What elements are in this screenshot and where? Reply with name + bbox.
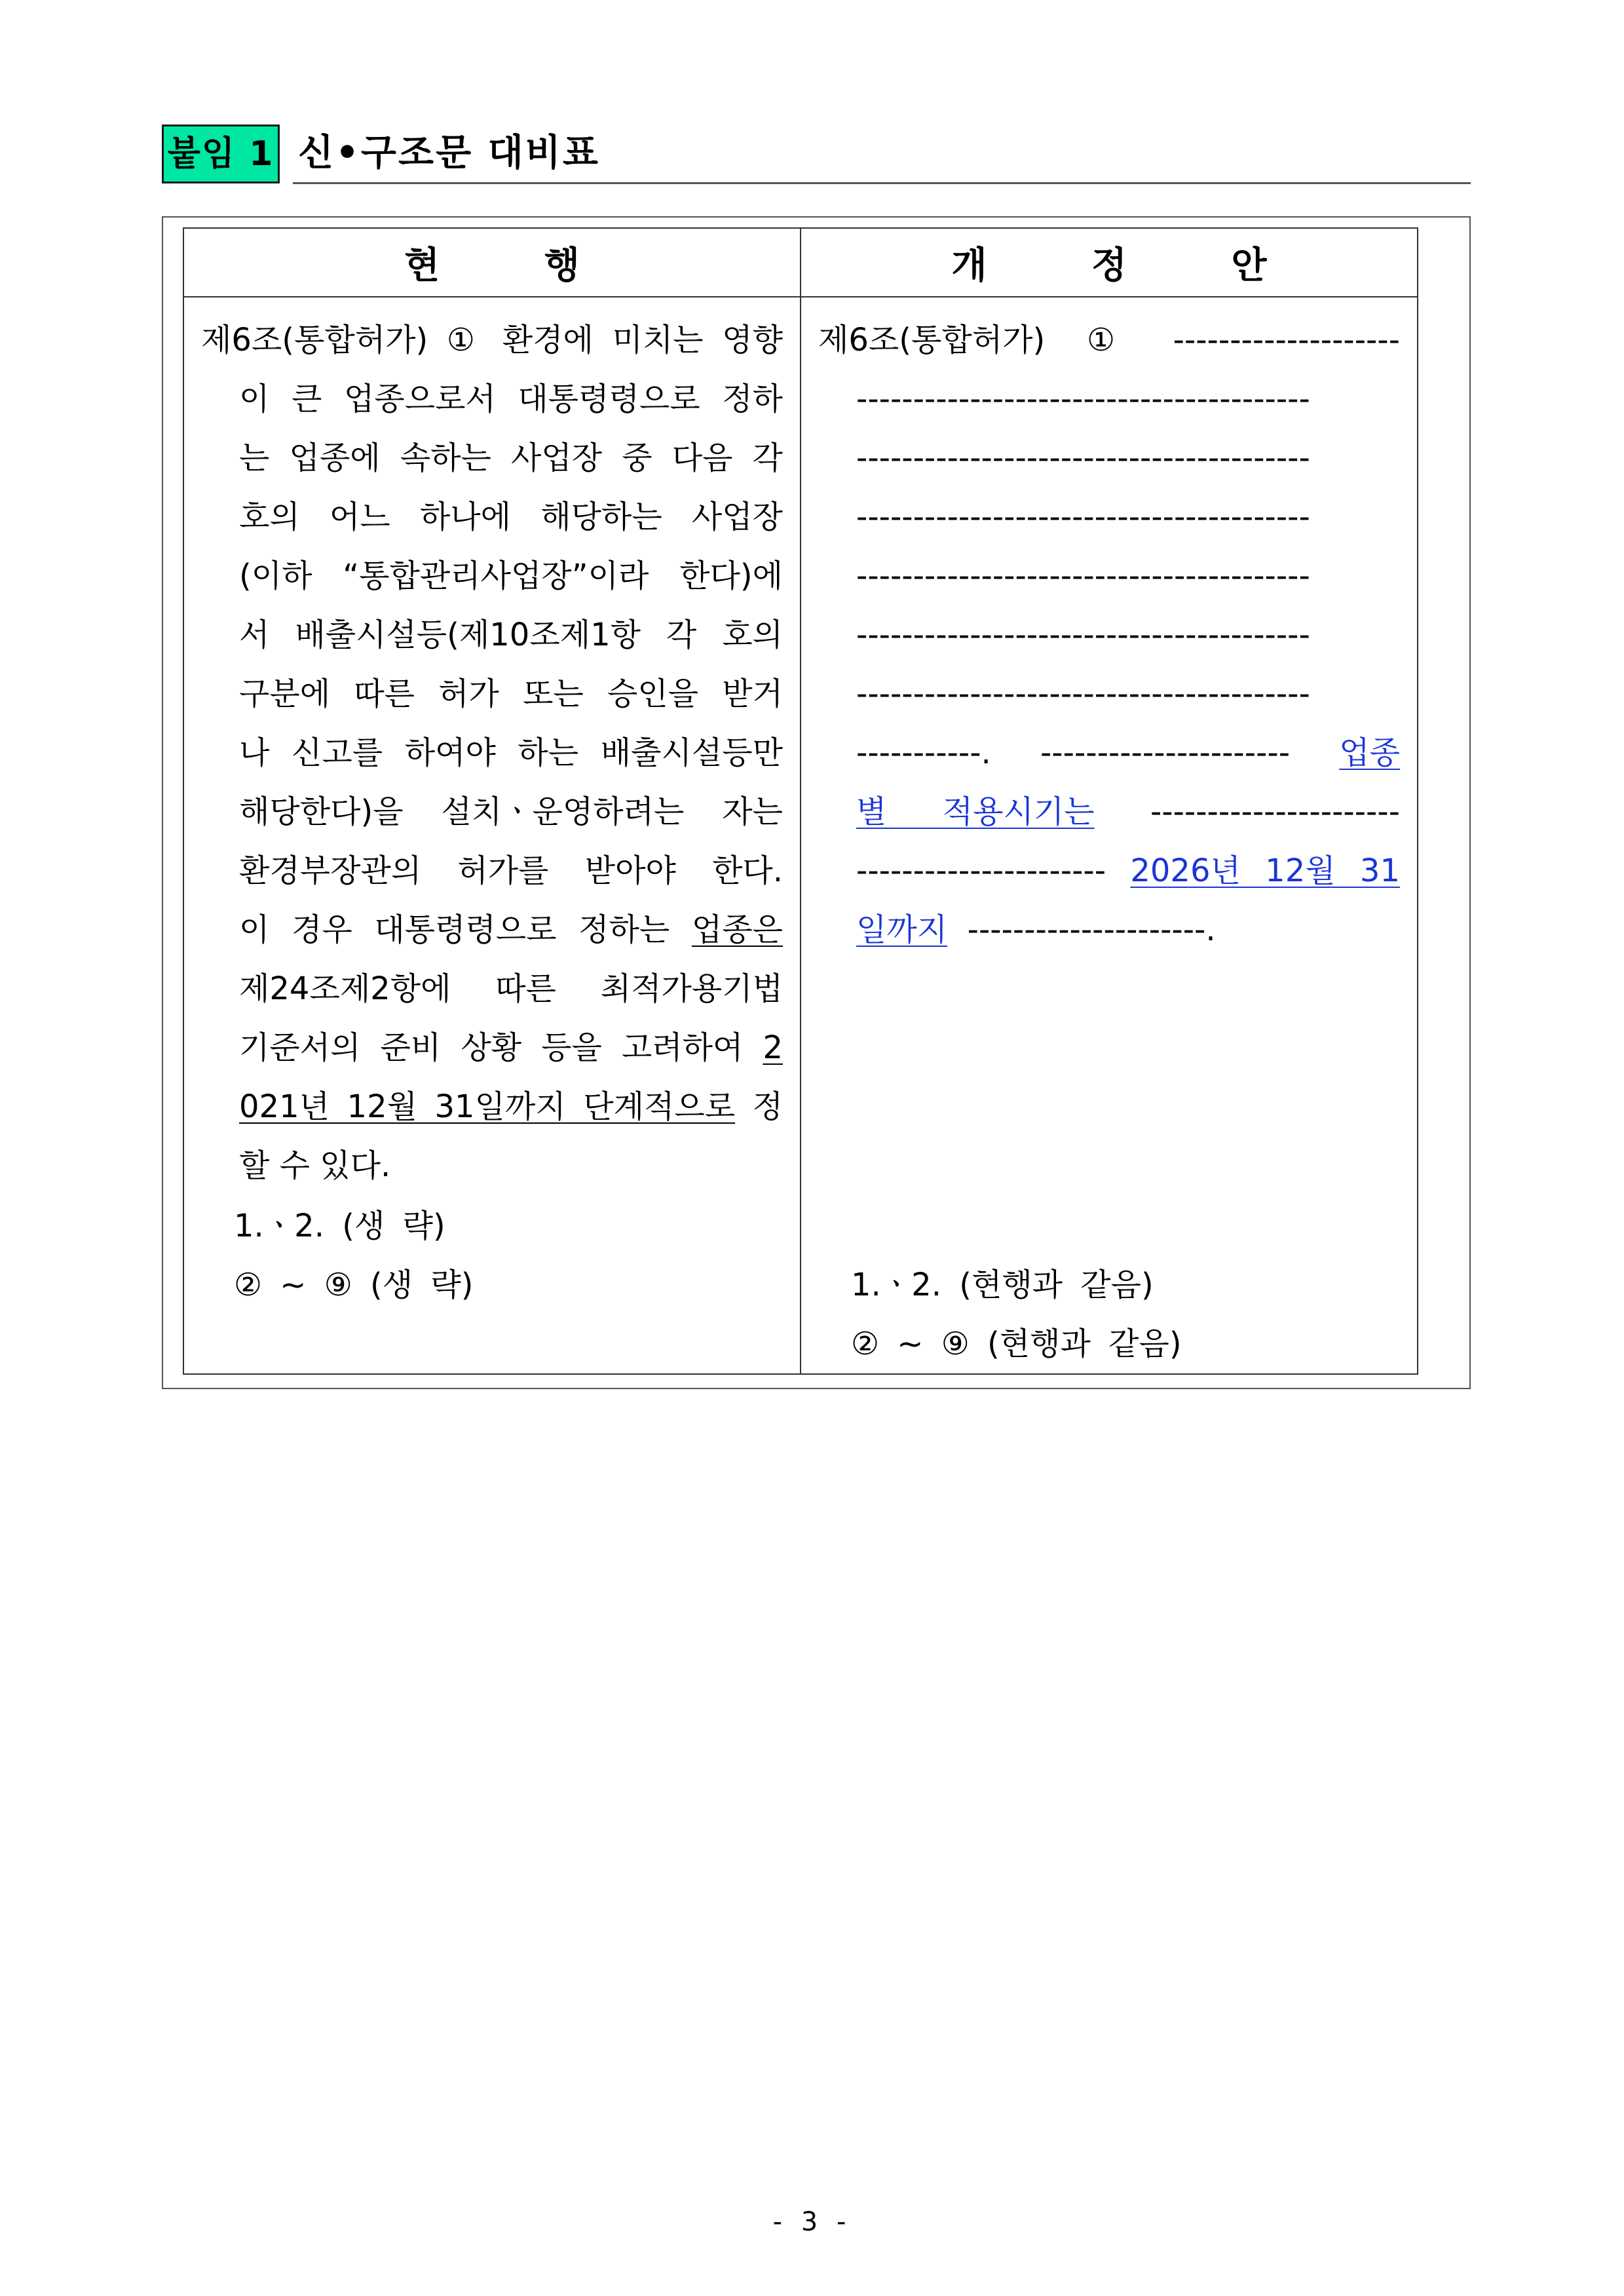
revised-spacer bbox=[818, 959, 1400, 1254]
current-line: 구분에 따른 허가 또는 승인을 받거 bbox=[239, 676, 783, 712]
current-item: ② ~ ⑨ (생 략) bbox=[234, 1267, 474, 1303]
revised-line-text: ---------------------- bbox=[1150, 794, 1400, 830]
revised-line bbox=[818, 782, 1400, 841]
revised-line: ---------------------------------------- bbox=[856, 381, 1310, 417]
comparison-table bbox=[183, 227, 1418, 1375]
revised-line: ---------------------------------------- bbox=[856, 558, 1310, 594]
current-line: 제6조(통합허가) ① 환경에 미치는 영향 bbox=[201, 322, 783, 358]
revised-line: ---------------------------------------- bbox=[856, 617, 1310, 653]
current-line-text: 정 bbox=[735, 1088, 783, 1125]
current-item: 1.ㆍ2. (생 략) bbox=[234, 1208, 445, 1244]
current-line: (이하 “통합관리사업장”이라 한다)에 bbox=[239, 558, 783, 594]
current-line: 이 큰 업종으로서 대통령령으로 정하 bbox=[239, 381, 783, 417]
current-line: 제24조제2항에 따른 최적가용기법 bbox=[239, 970, 783, 1007]
revised-changed-text: 업종 bbox=[1339, 735, 1400, 771]
table-body-row bbox=[183, 297, 1418, 1374]
revised-line-text: ---------------------. bbox=[967, 911, 1216, 948]
revised-line-text: 제6조(통합허가) ① bbox=[818, 322, 1147, 358]
current-line-text: 기준서의 준비 상황 등을 고려하여 bbox=[239, 1029, 763, 1066]
current-line: 는 업종에 속하는 사업장 중 다음 각 bbox=[239, 440, 783, 476]
page-number: - 3 - bbox=[772, 2207, 852, 2237]
current-line bbox=[201, 900, 783, 959]
page-title: 신•구조문 대비표 bbox=[298, 132, 600, 174]
current-underlined-text: 2 bbox=[763, 1029, 783, 1066]
revised-item: ② ~ ⑨ (현행과 같음) bbox=[851, 1326, 1182, 1362]
revised-line-text: -------------------- bbox=[1173, 322, 1400, 358]
title-underline bbox=[293, 182, 1471, 184]
header-revised: 개 정 안 bbox=[801, 228, 1418, 297]
revised-item: 1.ㆍ2. (현행과 같음) bbox=[851, 1267, 1154, 1303]
revised-changed-text: 별 적용시기는 bbox=[856, 794, 1095, 830]
revised-line: ---------------------------------------- bbox=[856, 499, 1310, 535]
current-line bbox=[201, 1018, 783, 1077]
header-current: 현 행 bbox=[183, 228, 801, 297]
revised-changed-text: 일까지 bbox=[856, 911, 948, 948]
revised-line bbox=[818, 723, 1400, 782]
revised-line bbox=[818, 841, 1400, 900]
revised-changed-text: 2026년 12월 31 bbox=[1130, 852, 1400, 889]
revised-text-cell bbox=[801, 297, 1418, 1374]
revised-line: ---------------------------------------- bbox=[856, 440, 1310, 476]
table-header-row bbox=[183, 228, 1418, 297]
revised-line: ---------------------------------------- bbox=[856, 676, 1310, 712]
current-line-text: 이 경우 대통령령으로 정하는 bbox=[239, 911, 692, 948]
current-line bbox=[201, 1077, 783, 1136]
section-title bbox=[162, 124, 1471, 186]
revised-line-text: -----------. ---------------------- bbox=[856, 735, 1291, 771]
revised-line bbox=[818, 311, 1400, 370]
current-text-cell bbox=[183, 297, 801, 1374]
current-underlined-text: 021년 12월 31일까지 단계적으로 bbox=[239, 1088, 736, 1125]
attachment-badge: 붙임 1 bbox=[162, 124, 280, 183]
current-line: 호의 어느 하나에 해당하는 사업장 bbox=[239, 499, 783, 535]
current-line: 해당한다)을 설치ㆍ운영하려는 자는 bbox=[239, 794, 783, 830]
current-line: 할 수 있다. bbox=[239, 1147, 391, 1184]
revised-line bbox=[818, 900, 1400, 959]
current-line: 환경부장관의 허가를 받아야 한다. bbox=[239, 852, 783, 889]
current-line: 서 배출시설등(제10조제1항 각 호의 bbox=[239, 617, 783, 653]
revised-line-text: ---------------------- bbox=[856, 852, 1106, 889]
current-underlined-text: 업종은 bbox=[691, 911, 783, 948]
current-line: 나 신고를 하여야 하는 배출시설등만 bbox=[239, 735, 783, 771]
